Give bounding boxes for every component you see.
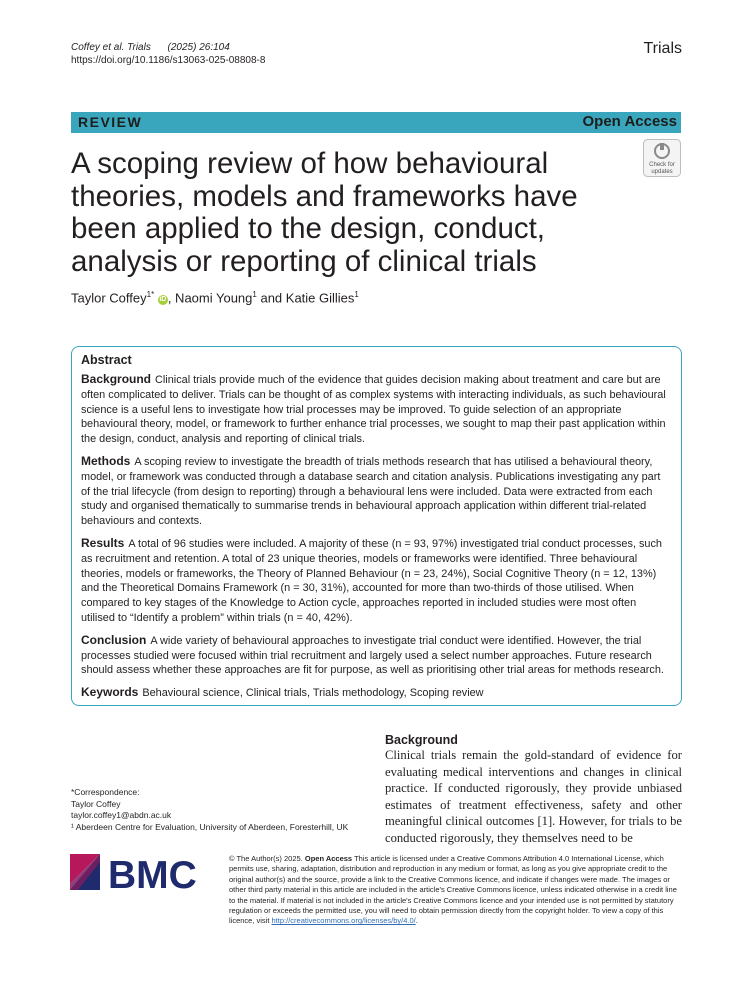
abstract-conclusion: Conclusion A wide variety of behavioural approaches to investigate trial conduct were identified. However, the trial processes studied were focused within trial recruitment and largely used a select number approaches. Future research should assess whether these approaches are fit for purpose, as well as prioritising other trial areas for methods research.: [81, 632, 664, 677]
article-type-banner: [71, 112, 681, 133]
citation-authors: Coffey et al. Trials: [71, 42, 151, 53]
open-access-badge: Open Access: [304, 854, 353, 863]
abstract-results: Results A total of 96 studies were included. A majority of these (n = 93, 97%) investigated trial conduct processes, such as recruitment and retention. A total of 23 unique theories, models or frameworks were identified. Three behavioural theories, models or frameworks, the Theory of Planned Behaviour (n = 23, 24%), Social Cognitive Theory (n = 12, 13%) and the Theoretical Domains Framework (n = 30, 31%), accounted for more than two-thirds of those utilised. When compared to key stages of the Knowledge to Action cycle, approaches reported in included studies were most often utilised to “Identify a problem” within trials (n = 40, 42%).: [81, 535, 662, 624]
affiliation: ¹ Aberdeen Centre for Evaluation, University of Aberdeen, Foresterhill, UK: [71, 821, 349, 832]
doi-link[interactable]: https://doi.org/10.1186/s13063-025-08808-8: [71, 55, 266, 66]
open-access-label: Open Access: [582, 113, 677, 130]
body-paragraph: Clinical trials remain the gold-standard of evidence for evaluating medical interventions and changes in clinical practice. If conducted rigorously, they provide unbiased estimates of treatment effectiveness, safety and other meaningful clinical outcomes [1]. However, for trials to be conducted rigorously, they themselves need to be: [385, 748, 682, 845]
author-name[interactable]: and Katie Gillies: [256, 290, 355, 306]
bmc-logo-text: BMC: [108, 854, 197, 892]
abstract-keywords: Keywords Behavioural science, Clinical trials, Trials methodology, Scoping review: [81, 685, 484, 700]
author-affiliation: 1: [354, 290, 359, 299]
abstract-background: Background Clinical trials provide much of the evidence that guides decision making about treatment and care but are often complicated to deliver. Trials can be thought of as complex systems with interacting individuals, as such behavioural science is a useful lens to investigate how trial processes may be improved. To guide selection of an appropriate behavioural theory, model, or framework to further enhance trial processes, we sought to map their past application within the design, conduct, analysis and reporting of clinical trials.: [81, 372, 666, 446]
check-for-updates-icon[interactable]: [643, 139, 681, 177]
author-list: [71, 290, 359, 305]
check-updates-line1: Check for: [649, 162, 675, 168]
article-title: A scoping review of how behavioural theories, models and frameworks have been applied to the design, conduct, analysis or reporting of clinical trials: [71, 147, 578, 278]
copyright-notice: © The Author(s) 2025. Open Access This article is licensed under a Creative Commons Attribution 4.0 International License, which permits use, sharing, adaptation, distribution and reproduction in any medium or format, as long as you give appropriate credit to the original author(s) and the source, provide a link to the Creative Commons licence, and indicate if changes were made. The images or other third party material in this article are included in the article's Creative Commons licence, unless indicated otherwise in a credit line to the material. If material is not included in the article's Creative Commons licence and your intended use is not permitted by statutory regulation or exceeds the permitted use, you will need to obtain permission directly from the copyright holder. To view a copy of this licence, visit http://creativecommons.org/licenses/by/4.0/.: [229, 854, 677, 926]
license-link[interactable]: http://creativecommons.org/licenses/by/4.0/: [271, 916, 416, 926]
correspondence-label: *Correspondence:: [71, 787, 140, 797]
orcid-icon[interactable]: iD: [159, 296, 167, 304]
author-affiliation: 1: [252, 290, 257, 299]
check-updates-line2: updates: [651, 169, 673, 175]
correspondence-email[interactable]: taylor.coffey1@abdn.ac.uk: [71, 810, 172, 820]
correspondence-name: Taylor Coffey: [71, 798, 121, 809]
bmc-logo: [70, 852, 210, 892]
running-header: [71, 41, 265, 67]
author-name[interactable]: Taylor Coffey: [71, 290, 147, 306]
section-heading: Background: [385, 733, 458, 747]
citation-issue: (2025) 26:104: [167, 42, 230, 53]
author-name[interactable]: , Naomi Young: [167, 290, 253, 306]
abstract-methods: Methods A scoping review to investigate the breadth of trials methods research that has utilised a behavioural theory, model, or framework was conducted through a database search and citation analysis. Publications investigating any part of the trial lifecycle (from design to reporting) through a behavioural lens were included. Data were extracted from each study and organised thematically to summarise trends in behavioural approach application within different trial-related behaviours and contexts.: [81, 453, 661, 528]
correspondence-block: [71, 787, 348, 833]
abstract-heading: Abstract: [81, 353, 132, 367]
article-type-label: REVIEW: [78, 114, 143, 130]
journal-name: Trials: [643, 40, 682, 57]
author-affiliation: 1*: [146, 290, 155, 299]
abstract-box: [71, 346, 682, 706]
